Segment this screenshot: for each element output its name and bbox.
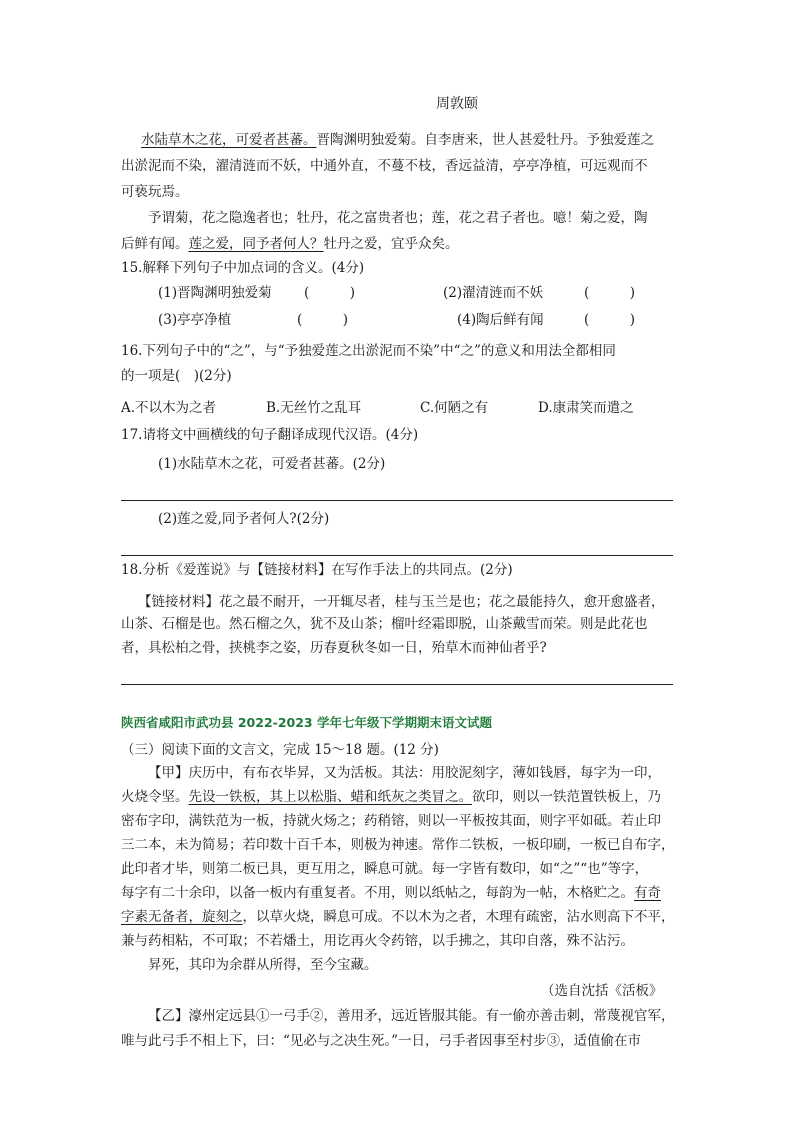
- q15-item-4: (4)陶后鲜有闻: [457, 312, 544, 328]
- jia-attribution: （选自沈括《活板》: [541, 983, 663, 999]
- poem-p1-line3: 可亵玩焉。: [121, 184, 189, 200]
- q15-blank-3[interactable]: ( ): [297, 312, 349, 328]
- q18-stem: 18.分析《爱莲说》与【链接材料】在写作手法上的共同点。(2分): [121, 562, 513, 578]
- q17-stem: 17.请将文中画横线的句子翻译成现代汉语。(4分): [121, 427, 419, 443]
- yi-line1: 【乙】濠州定远县①一弓手②，善用矛，远近皆服其能。有一偷亦善击刺，常蔑视官军，: [148, 1008, 675, 1024]
- jia-line1: 【甲】庆历中，有布衣毕昇，又为活板。其法：用胶泥刻字，薄如钱唇，每字为一印，: [148, 765, 661, 781]
- underlined-phrase: 字素无备者，旋刻之: [121, 909, 243, 925]
- q16-option-d[interactable]: D.康肃笑而遣之: [538, 400, 634, 416]
- underlined-sentence: 先设一铁板，其上以松脂、蜡和纸灰之类冒之。: [188, 789, 472, 805]
- poem-p1-line2: 出淤泥而不染，濯清涟而不妖，中通外直，不蔓不枝，香远益清，亭亭净植，可远观而不: [121, 158, 648, 174]
- answer-line[interactable]: [121, 684, 673, 685]
- q16-option-b[interactable]: B.无丝竹之乱耳: [266, 400, 362, 416]
- poem-p2-line2: 后鲜有闻。莲之爱，同予者何人？牡丹之爱，宜乎众矣。: [121, 236, 459, 252]
- source-heading: 陕西省咸阳市武功县 2022-2023 学年七年级下学期期末语文试题: [121, 715, 492, 730]
- yi-line2: 唯与此弓手不相上下，曰：“见必与之决生死。”一日，弓手者因事至村步③，适值偷在市: [121, 1033, 642, 1049]
- q15-blank-1[interactable]: ( ): [304, 285, 356, 301]
- q15-stem: 15.解释下列句子中加点词的含义。(4分): [121, 260, 365, 276]
- jia-line8: 兼与药相粘，不可取；不若燔土，用讫再火令药镕，以手拂之，其印自落，殊不沾污。: [121, 933, 634, 949]
- q15-item-1: (1)晋陶渊明独爱菊: [158, 285, 272, 301]
- q16-stem-line1: 16.下列句子中的“之”，与“予独爱莲之出淤泥而不染”中“之”的意义和用法全都相同: [121, 343, 616, 359]
- jia-line2: 火烧令坚。先设一铁板，其上以松脂、蜡和纸灰之类冒之。欲印，则以一铁范置铁板上，乃: [121, 789, 661, 805]
- poem-author: 周敦颐: [436, 96, 478, 112]
- jia-line5: 此印者才毕，则第二板已具，更互用之，瞬息可就。每一字皆有数印，如“之”“也”等字，: [121, 861, 649, 877]
- jia-line9: 昇死，其印为余群从所得，至今宝藏。: [148, 957, 378, 973]
- underlined-phrase: 有奇: [634, 885, 661, 901]
- q17-sentence-2: (2)莲之爱,同予者何人?(2分): [158, 511, 330, 527]
- q16-option-c[interactable]: C.何陋之有: [420, 400, 489, 416]
- q16-stem-line2: 的一项是( )(2分): [121, 368, 232, 384]
- jia-line3: 密布字印，满铁范为一板，持就火炀之；药稍镕，则以一平板按其面，则字平如砥。若止印: [121, 813, 661, 829]
- q18-link-line1: 【链接材料】花之最不耐开，一开辄尽者，桂与玉兰是也；花之最能持久，愈开愈盛者，: [138, 594, 665, 610]
- answer-line[interactable]: [121, 500, 673, 501]
- answer-line[interactable]: [121, 555, 673, 556]
- poem-p1-line1: 水陆草木之花，可爱者甚蕃。晋陶渊明独爱菊。自李唐来，世人甚爱牡丹。予独爱莲之: [141, 132, 654, 148]
- underlined-sentence: 水陆草木之花，可爱者甚蕃。: [141, 132, 317, 148]
- q15-item-3: (3)亭亭净植: [158, 312, 232, 328]
- underlined-sentence: 莲之爱，同予者何人？: [188, 236, 324, 252]
- q17-sentence-1: (1)水陆草木之花，可爱者甚蕃。(2分): [158, 456, 386, 472]
- poem-p2-line1: 予谓菊，花之隐逸者也；牡丹，花之富贵者也；莲，花之君子者也。噫！菊之爱，陶: [148, 210, 648, 226]
- jia-line6: 每字有二十余印，以备一板内有重复者。不用，则以纸帖之，每韵为一帖，木格贮之。有奇: [121, 885, 661, 901]
- q15-blank-4[interactable]: ( ): [584, 312, 636, 328]
- q18-link-line2: 山茶、石榴是也。然石榴之久，犹不及山茶；榴叶经霜即脱，山茶戴雪而荣。则是此花也: [121, 616, 648, 632]
- jia-line4: 三二本，未为简易；若印数十百千本，则极为神速。常作二铁板，一板印刷，一板已自布字，: [121, 837, 675, 853]
- q15-item-2: (2)濯清涟而不妖: [443, 285, 544, 301]
- q16-option-a[interactable]: A.不以木为之者: [121, 400, 217, 416]
- q18-link-line3: 者，具松柏之骨，挟桃李之姿，历春夏秋冬如一日，殆草木而神仙者乎?: [121, 640, 547, 656]
- section-intro: （三）阅读下面的文言文，完成 15～18 题。(12 分): [121, 742, 439, 758]
- jia-line7: 字素无备者，旋刻之，以草火烧，瞬息可成。不以木为之者，木理有疏密，沾水则高下不平，: [121, 909, 675, 925]
- q15-blank-2[interactable]: ( ): [584, 285, 636, 301]
